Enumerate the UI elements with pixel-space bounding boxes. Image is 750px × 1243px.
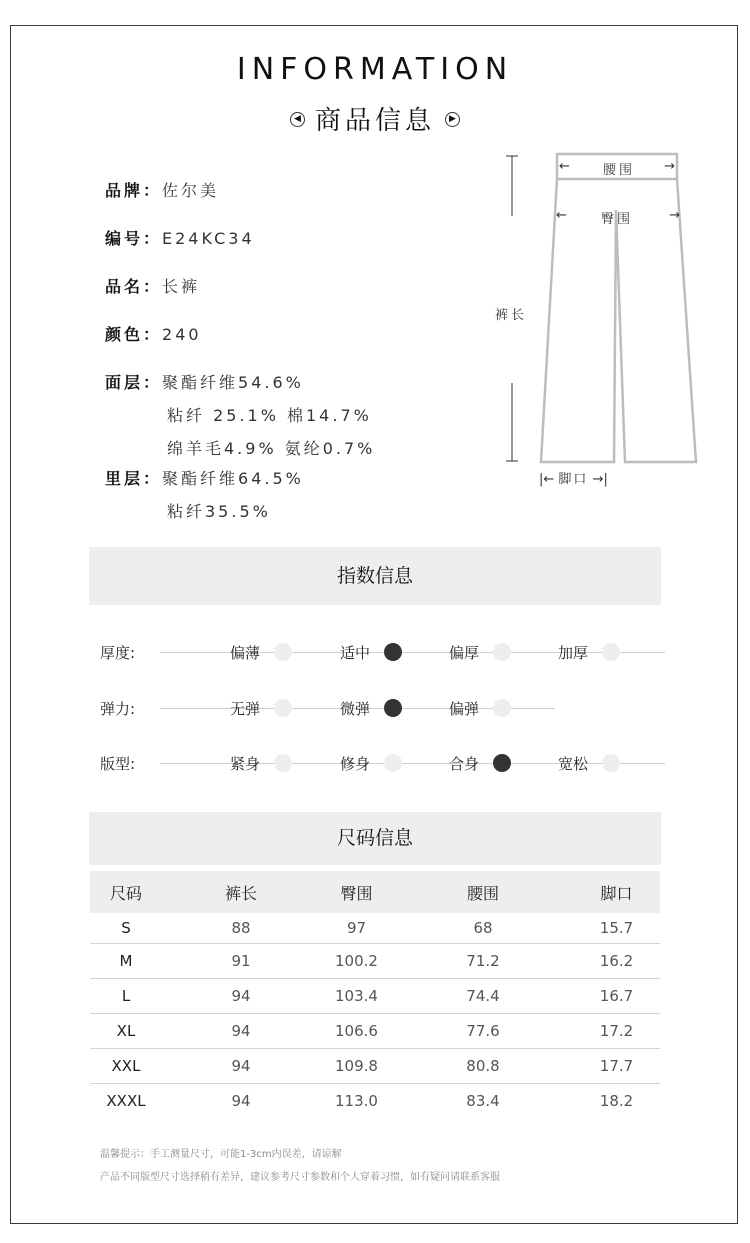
fit-option-loose-label: 宽松	[558, 755, 589, 773]
pants-diagram	[490, 148, 705, 488]
right-arrow-icon: ▶	[445, 112, 460, 127]
info-lining-key: 里层：	[105, 469, 163, 488]
hem-cell: 16.7	[573, 979, 660, 1014]
info-code	[105, 226, 255, 249]
table-row	[90, 1014, 660, 1049]
length-cell: 94	[231, 1092, 251, 1110]
fit-option-slim-label: 修身	[340, 755, 371, 773]
hem-right-bracket-icon: →|	[592, 472, 608, 487]
hem-cell: 18.2	[599, 1092, 634, 1110]
size-cell: XL	[90, 1014, 162, 1049]
index-section-header: 指数信息	[89, 547, 661, 605]
info-outer-fabric-line3: 绵羊毛4.9% 氨纶0.7%	[167, 439, 376, 458]
hip-cell: 113.0	[335, 1092, 378, 1110]
fit-option-regular-label: 合身	[449, 755, 480, 773]
elasticity-option-stretchy-dot	[493, 699, 511, 717]
hem-cell: 16.2	[573, 944, 660, 979]
info-outer-fabric-value: 聚酯纤维54.6%	[162, 373, 304, 392]
thickness-option-extra-thick-dot	[602, 643, 620, 661]
hip-right-arrow-icon: →	[669, 208, 680, 223]
elasticity-option-slight-dot	[384, 699, 402, 717]
waist-left-arrow-icon: ←	[559, 159, 570, 174]
fit-option-tight-dot	[274, 754, 292, 772]
elasticity-row	[100, 696, 665, 720]
hip-text: 臀围	[601, 212, 634, 227]
length-cell: 94	[162, 979, 320, 1014]
elasticity-option-none-label: 无弹	[230, 700, 261, 718]
hip-cell: 103.4	[320, 979, 393, 1014]
title-chinese-text: 商品信息	[314, 106, 435, 136]
length-cell: 94	[162, 1049, 320, 1084]
fit-row	[100, 751, 665, 775]
waist-cell: 80.8	[393, 1049, 573, 1084]
info-brand	[105, 178, 219, 201]
waist-cell: 68	[393, 913, 573, 944]
waist-cell: 77.6	[393, 1014, 573, 1049]
thickness-option-thick-dot	[493, 643, 511, 661]
info-brand-value: 佐尔美	[162, 181, 220, 200]
waist-cell: 74.4	[393, 979, 573, 1014]
size-cell: S	[90, 913, 162, 944]
hem-label	[539, 468, 608, 487]
info-product-name-value: 长裤	[162, 277, 201, 296]
fit-option-slim-dot	[384, 754, 402, 772]
length-cell: 94	[162, 1014, 320, 1049]
hip-cell: 109.8	[320, 1049, 393, 1084]
size-table-header-size: 尺码	[90, 871, 162, 913]
waist-right-arrow-icon: →	[664, 159, 675, 174]
waist-text: 腰围	[603, 163, 636, 178]
size-cell: L	[90, 979, 162, 1014]
hem-cell: 17.7	[573, 1049, 660, 1084]
hip-cell: 100.2	[320, 944, 393, 979]
elasticity-option-none-dot	[274, 699, 292, 717]
length-cell: 91	[162, 944, 320, 979]
left-arrow-icon: ◀	[290, 112, 305, 127]
thickness-option-thin-dot	[274, 643, 292, 661]
size-table-header-waist: 腰围	[393, 871, 573, 913]
info-color-key: 颜色：	[105, 325, 163, 344]
info-lining	[105, 466, 304, 489]
info-outer-fabric-key: 面层：	[105, 373, 163, 392]
table-row	[90, 913, 660, 944]
note-measurement: 温馨提示：手工测量尺寸，可能1-3cm内误差，请谅解	[100, 1149, 342, 1160]
hem-text: 脚口	[558, 472, 589, 487]
info-outer-fabric	[105, 370, 304, 393]
thickness-option-medium-label: 适中	[340, 644, 371, 662]
elasticity-option-slight-label: 微弹	[340, 700, 371, 718]
waist-cell: 83.4	[466, 1092, 500, 1110]
elasticity-label: 弹力:	[100, 700, 136, 718]
thickness-label: 厚度:	[100, 644, 136, 662]
hem-left-bracket-icon: |←	[539, 472, 555, 487]
info-product-name	[105, 274, 200, 297]
thickness-option-thin-label: 偏薄	[230, 644, 261, 662]
size-table-header-row	[90, 871, 660, 913]
table-row	[90, 944, 660, 979]
hem-cell: 15.7	[573, 913, 660, 944]
info-lining-line2: 粘纤35.5%	[167, 502, 271, 521]
info-brand-key: 品牌：	[105, 181, 163, 200]
info-outer-fabric-line2: 粘纤 25.1% 棉14.7%	[167, 406, 372, 425]
size-table-header-hip: 臀围	[320, 871, 393, 913]
table-row	[90, 1049, 660, 1084]
size-cell: M	[90, 944, 162, 979]
length-label: 裤长	[495, 308, 528, 323]
length-cell: 88	[162, 913, 320, 944]
thickness-option-extra-thick-label: 加厚	[558, 644, 589, 662]
hem-cell: 17.2	[573, 1014, 660, 1049]
info-code-key: 编号：	[105, 229, 163, 248]
fit-option-tight-label: 紧身	[230, 755, 261, 773]
size-section-header: 尺码信息	[89, 812, 661, 865]
info-color	[105, 322, 202, 345]
info-product-name-key: 品名：	[105, 277, 163, 296]
title-english: INFORMATION	[236, 52, 514, 87]
thickness-option-medium-dot	[384, 643, 402, 661]
info-color-value: 240	[162, 325, 202, 344]
hip-left-arrow-icon: ←	[556, 208, 567, 223]
info-code-value: E24KC34	[162, 229, 255, 248]
hip-cell: 106.6	[320, 1014, 393, 1049]
hip-cell: 97	[320, 913, 393, 944]
thickness-row	[100, 640, 665, 664]
thickness-option-thick-label: 偏厚	[449, 644, 480, 662]
size-cell: XXXL	[106, 1092, 146, 1110]
size-table-header-hem: 脚口	[573, 871, 660, 913]
fit-label: 版型:	[100, 755, 136, 773]
title-chinese	[0, 100, 750, 137]
table-row	[90, 1084, 660, 1119]
waist-cell: 71.2	[393, 944, 573, 979]
note-advice: 产品不同版型尺寸选择稍有差异，建议参考尺寸参数和个人穿着习惯，如有疑问请联系客服	[100, 1172, 500, 1183]
info-lining-value: 聚酯纤维64.5%	[162, 469, 304, 488]
size-table	[90, 871, 660, 1118]
elasticity-option-stretchy-label: 偏弹	[449, 700, 480, 718]
size-table-header-length: 裤长	[162, 871, 320, 913]
fit-option-regular-dot	[493, 754, 511, 772]
size-cell: XXL	[90, 1049, 162, 1084]
table-row	[90, 979, 660, 1014]
fit-option-loose-dot	[602, 754, 620, 772]
